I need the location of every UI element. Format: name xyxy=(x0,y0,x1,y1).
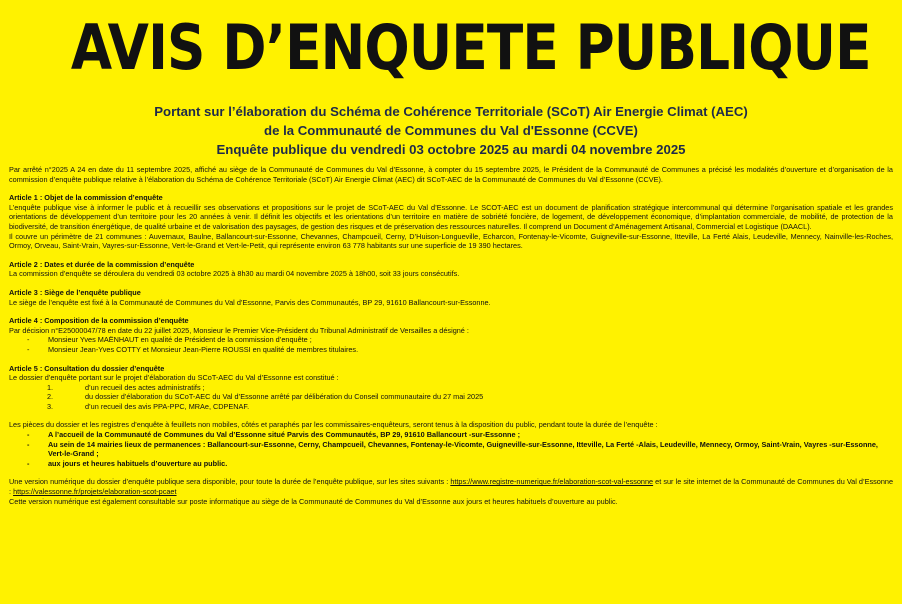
article-2-paragraph: La commission d’enquête se déroulera du vendredi 03 octobre 2025 à 8h30 au mardi 04 novembre 2025 à 18h00, soit 33 jours consécutifs. xyxy=(9,269,460,279)
online-version xyxy=(9,477,893,506)
online-version-paragraph-2: Cette version numérique est également consultable sur poste informatique au siège de la Communauté de Communes du Val d’Essonne aux jours et heures habituels d’ouverture au public. xyxy=(9,496,618,506)
commission-members-list xyxy=(9,335,893,354)
dossier-availability-paragraph: Les pièces du dossier et les registres d’enquête à feuillets non mobiles, côtés et paraphés par les commissaires-enquêteurs, seront tenus à la disposition du public, pendant toute la durée de l’enquête : xyxy=(9,420,658,430)
article-2 xyxy=(9,260,893,279)
subtitle-line-2: de la Communauté de Communes du Val d'Essonne (CCVE) xyxy=(264,123,638,138)
intro-paragraph: Par arrêté n°2025 A 24 en date du 11 septembre 2025, affiché au siège de la Communauté de Communes du Val d’Essonne, à compter du 15 septembre 2025, le Président de la Communauté de Communes a précisé les modalités d’ouverture et d’organisation de la commission d’enquête publique relative à l’élaboration du Schéma de Cohérence Territoriale (SCoT) Air Energie Climat (AEC) dit SCoT-AEC de la Communauté de Communes du Val d’Essonne (CCVE). xyxy=(9,165,893,184)
list-item xyxy=(47,383,893,393)
article-4-title: Article 4 : Composition de la commission d’enquête xyxy=(9,316,189,326)
article-3 xyxy=(9,288,893,307)
list-item-number: 1. xyxy=(47,382,54,392)
list-item xyxy=(47,392,893,402)
list-item-text: d’un recueil des avis PPA-PPC, MRAe, CDPENAF. xyxy=(85,401,250,411)
dossier-contents-list xyxy=(9,383,893,412)
notice-subtitle xyxy=(9,102,893,159)
article-1-paragraph-1: L’enquête publique vise à informer le public et à recueillir ses observations et propositions sur le projet de SCoT-AEC du Val d’Essonne. Le SCOT-AEC est un document de planification stratégique intercommunal qui détermine l’organisation spatiale et les grandes orientations de développement d’un territoire pour les 20 années à venir. Il définit les objectifs et les orientations d’un territoire en matière de sobriété foncière, de logement, de développement économique, d’implantation commerciale, de mobilité, de protection de la biodiversité, de transition énergétique, de qualité urbaine et de valorisation des paysages, de gestion des risques et de préservation des ressources naturelles. Il comprend un Document d’Aménagement Artisanal, Commercial et Logistique (DAACL). xyxy=(9,202,893,231)
online-version-paragraph xyxy=(9,477,893,496)
list-item-number: 2. xyxy=(47,392,54,402)
article-1-title: Article 1 : Objet de la commission d’enquête xyxy=(9,193,163,203)
article-4 xyxy=(9,316,893,354)
list-item: - Monsieur Yves MAËNHAUT en qualité de Président de la commission d’enquête ; xyxy=(27,335,893,345)
list-item: - A l’accueil de la Communauté de Communes du Val d’Essonne situé Parvis des Communautés, BP 29, 91610 Ballancourt -sur-Essonne ; xyxy=(27,430,893,440)
article-2-title: Article 2 : Dates et durée de la commission d’enquête xyxy=(9,259,195,269)
list-item-text: du dossier d’élaboration du SCoT-AEC du Val d’Essonne arrêté par délibération du Conseil communautaire du 27 mai 2025 xyxy=(85,392,484,402)
article-1-paragraph-2: Il couvre un périmètre de 21 communes : Auvernaux, Baulne, Ballancourt-sur-Essonne, Chevannes, Champcueil, Cerny, D’Huison-Longueville, Echarcon, Fontenay-le-Vicomte, Guigneville-sur-Essonne, Itteville, La Ferté Alais, Leudeville, Mennecy, Nainville-les-Roches, Ormoy, Orveau, Saint-Vrain, Vayres-sur-Essonne, Vert-le-Grand et Vert-le-Petit, qui représente environ 63 778 habitants sur une superficie de 19 390 hectares. xyxy=(9,231,893,251)
online-text-1: Une version numérique du dossier d’enquête publique sera disponible, pour toute la durée de l’enquête publique, sur les sites suivants : xyxy=(9,477,451,487)
article-1 xyxy=(9,193,893,251)
consultation-locations-list xyxy=(9,430,893,468)
notice-body xyxy=(9,165,893,506)
list-item-number: 3. xyxy=(47,401,54,411)
article-5 xyxy=(9,364,893,412)
article-3-title: Article 3 : Siège de l’enquête publique xyxy=(9,287,141,297)
notice-title: AVIS D’ENQUETE PUBLIQUE xyxy=(70,11,871,84)
list-item: - Au sein de 14 mairies lieux de permanences : Ballancourt-sur-Essonne, Cerny, Champcueil, Chevannes, Fontenay-le-Vicomte, Guigneville-sur-Essonne, Itteville, La Ferté -Alais, Leudeville, Mennecy, Ormoy, Saint-Vrain, Vayres -sur-Essonne, Vert-le-Grand ; xyxy=(27,440,893,459)
list-item: - Monsieur Jean-Yves COTTY et Monsieur Jean-Pierre ROUSSI en qualité de membres titulaires. xyxy=(27,345,893,355)
list-item: - aux jours et heures habituels d’ouverture au public. xyxy=(27,459,893,469)
article-5-paragraph: Le dossier d’enquête portant sur le projet d’élaboration du SCoT-AEC du Val d’Essonne est constitué : xyxy=(9,373,339,383)
list-item-text: d’un recueil des actes administratifs ; xyxy=(85,382,205,392)
article-5-title: Article 5 : Consultation du dossier d’enquête xyxy=(9,363,165,373)
subtitle-line-3: Enquête publique du vendredi 03 octobre 2025 au mardi 04 novembre 2025 xyxy=(216,142,686,157)
list-item xyxy=(47,402,893,412)
article-3-paragraph: Le siège de l’enquête est fixé à la Communauté de Communes du Val d’Essonne, Parvis des Communautés, BP 29, 91610 Ballancourt-sur-Essonne. xyxy=(9,297,491,307)
subtitle-line-1: Portant sur l’élaboration du Schéma de Cohérence Territoriale (SCoT) Air Energie Climat (AEC) xyxy=(154,104,748,119)
online-text-2: et sur le site internet de la Communauté de Communes du Val d’Essonne : xyxy=(9,477,893,497)
dossier-availability xyxy=(9,420,893,468)
article-4-paragraph: Par décision n°E25000047/78 en date du 22 juillet 2025, Monsieur le Premier Vice-Président du Tribunal Administratif de Versailles a désigné : xyxy=(9,325,469,335)
registre-numerique-link[interactable]: https://www.registre-numerique.fr/elaboration-scot-val-essonne xyxy=(450,477,654,487)
valessonne-link[interactable]: https://valessonne.fr/projets/elaboration-scot-pcaet xyxy=(13,487,177,497)
